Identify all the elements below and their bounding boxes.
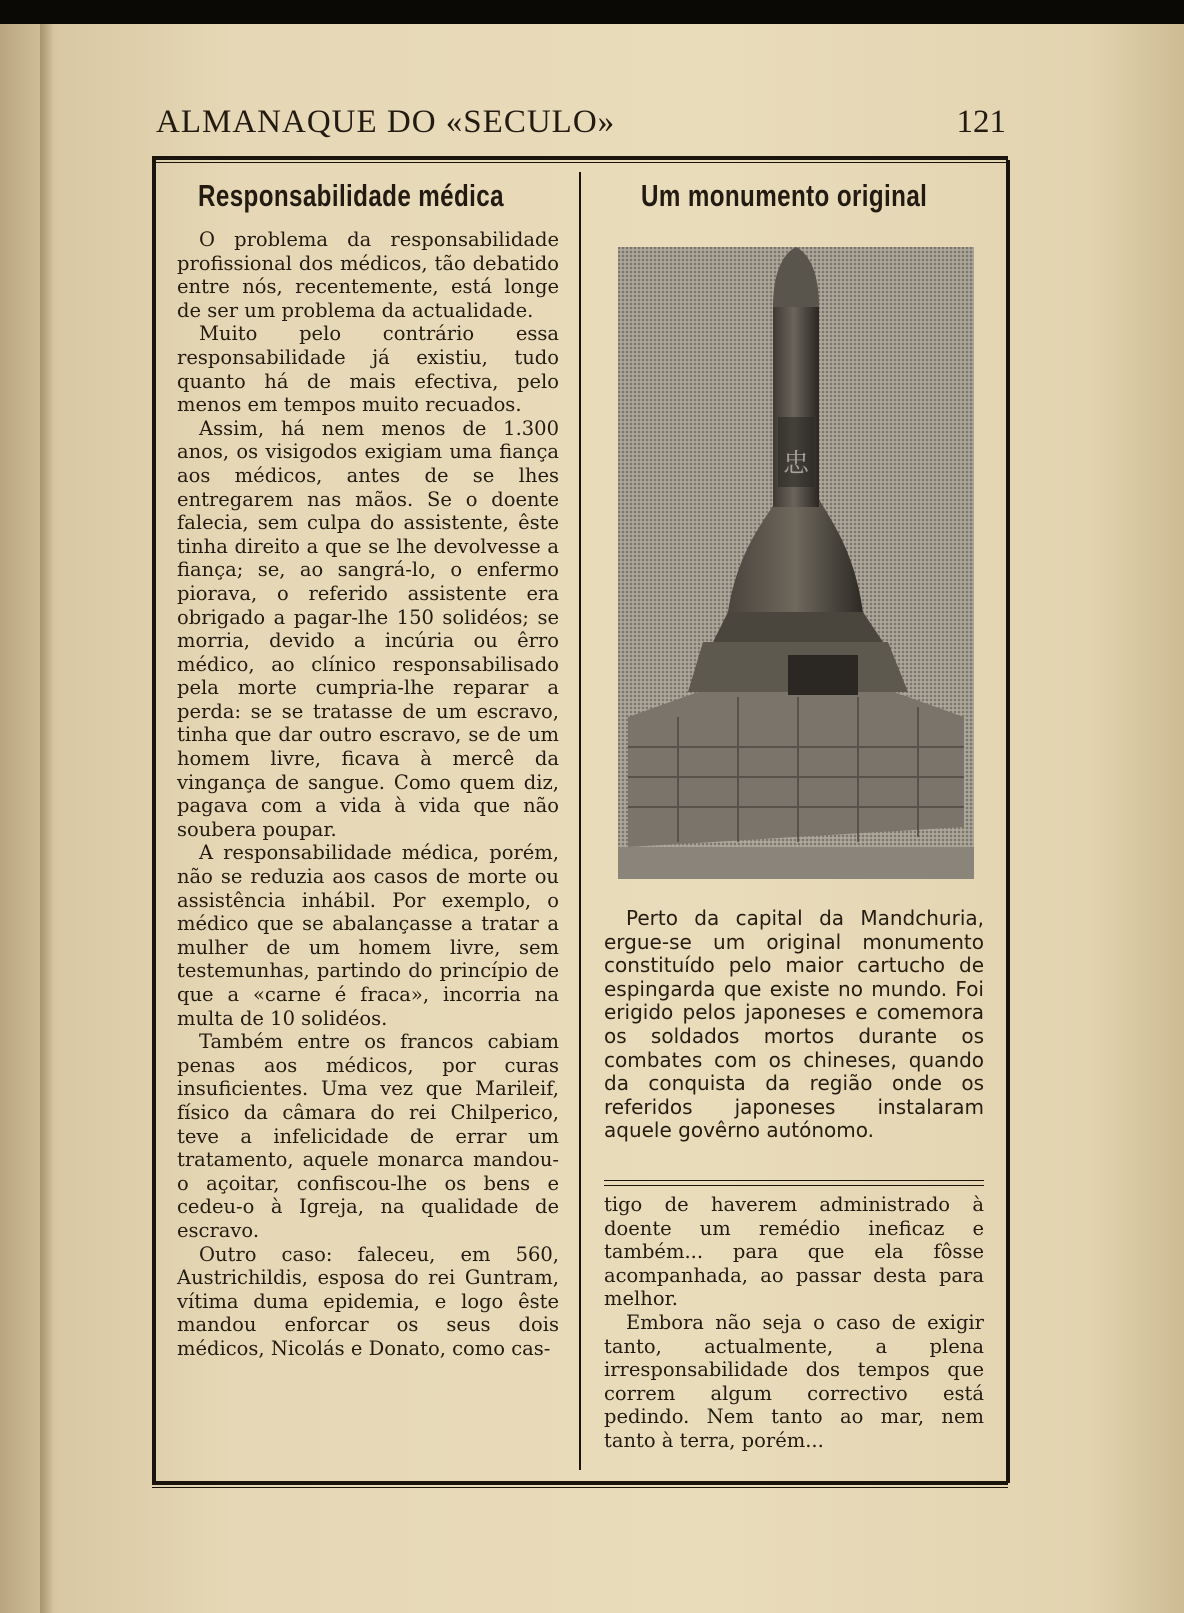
- binding-gutter: [40, 24, 54, 1613]
- paragraph: Assim, há nem menos de 1.300 anos, os visigodos exigiam uma fiança aos médicos, antes de se lhes entregarem nas mãos. Se o doente falecia, sem culpa do assistente, êste tinha direito a que se lhe devolvesse a fiança; se, ao sangrá-lo, o enfermo piorava, o referido assistente era obrigado a pagar-lhe 150 solidéos; se morria, devido a incúria ou êrro médico, ao clínico responsabilisado pela morte cumpria-lhe reparar a perda: se se tratasse de um escravo, tinha que dar outro escravo, se de um homem livre, ficava à mercê da vingança de sangue. Como quem diz, pagava com a vida à vida que não soubera poupar.: [177, 416, 559, 841]
- photo-caption: Perto da capital da Mandchuria, ergue-se um original monumento constituído pelo maior cartucho de espingarda que existe no mundo. Foi erigido pelos japoneses e comemora os soldados mortos durante os combates com os chineses, quando da conquista da região onde os referidos japoneses instalaram aquele govêrno autónomo.: [604, 906, 984, 1143]
- paragraph: O problema da responsabilidade profissional dos médicos, tão debatido entre nós, recentemente, está longe de ser um problema da actualidade.: [177, 228, 559, 322]
- right-frame-rule: [1006, 160, 1010, 1483]
- page-number: 121: [956, 104, 1006, 140]
- section-divider: [604, 1180, 984, 1181]
- continuation-body: [604, 1193, 984, 1453]
- bottom-rule-thin: [152, 1487, 1008, 1488]
- left-headline: Responsabilidade médica: [198, 178, 504, 213]
- running-head: [156, 104, 1006, 148]
- paragraph: Outro caso: faleceu, em 560, Austrichildis, esposa do rei Guntram, vítima duma epidemia, e logo êste mandou enforcar os seus dois médicos, Nicolás e Donato, como cas-: [177, 1242, 559, 1360]
- paragraph: Muito pelo contrário essa responsabilidade já existiu, tudo quanto há de mais efectiva, pelo menos em tempos muito recuados.: [177, 322, 559, 417]
- cartridge-monument-photo: [618, 247, 974, 879]
- left-frame-rule: [152, 160, 156, 1483]
- left-article-body: [177, 228, 559, 1361]
- top-rule-thin: [152, 162, 1008, 163]
- bottom-rule: [152, 1481, 1008, 1485]
- section-divider-double: [604, 1185, 984, 1186]
- right-headline: Um monumento original: [641, 178, 928, 213]
- publication-title: ALMANAQUE DO «SECULO»: [156, 104, 616, 140]
- top-rule: [152, 156, 1008, 160]
- column-divider: [579, 172, 581, 1470]
- paragraph: A responsabilidade médica, porém, não se reduzia aos casos de morte ou assistência inhábil. Por exemplo, o médico que se abalançasse a tratar a mulher de um homem livre, sem testemunhas, partindo do princípio de que a «carne é fraca», incorria na multa de 10 solidéos.: [177, 841, 559, 1030]
- svg-text:忠: 忠: [782, 449, 810, 479]
- paragraph: tigo de haverem administrado à doente um remédio ineficaz e também... para que ela fôsse acompanhada, ao passar desta para melhor.: [604, 1193, 984, 1311]
- paragraph: Embora não seja o caso de exigir tanto, actualmente, a plena irresponsabilidade dos tempos que correm algum correctivo está pedindo. Nem tanto ao mar, nem tanto à terra, porém...: [604, 1310, 984, 1452]
- paragraph: Também entre os francos cabiam penas aos médicos, por curas insuficientes. Uma vez que Marileif, físico da câmara do rei Chilperico, teve a infelicidade de errar um tratamento, aquele monarca mandou-o açoitar, confiscou-lhe os bens e cedeu-o à Igreja, na qualidade de escravo.: [177, 1030, 559, 1242]
